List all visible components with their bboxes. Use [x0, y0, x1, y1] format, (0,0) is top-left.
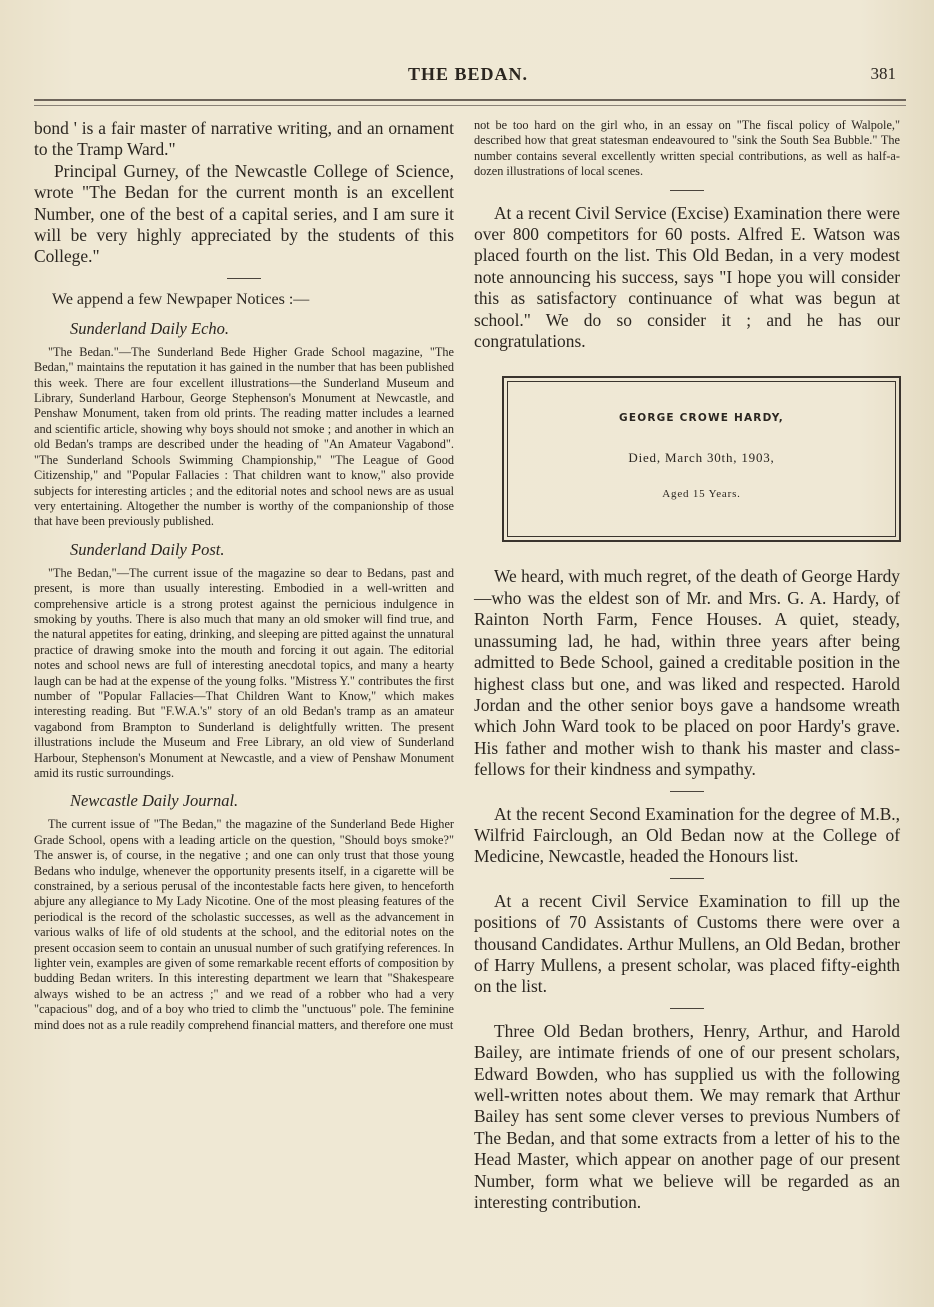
excise-paragraph: At a recent Civil Service (Excise) Examination there were over 800 competitors for 60 posts. Alfred E. Watson was placed fourth on the list. This Old Bedan, in a very modest note announcing his success, says "I hope you will consider this as satisfactory continuance of what was begun at school." We do so consider it ; and he has our congratulations.: [474, 202, 900, 352]
bailey-paragraph: Three Old Bedan brothers, Henry, Arthur, and Harold Bailey, are intimate friends of one of our present scholars, Edward Bowden, who has supplied us with the following well-written notes about them. We may remark that Arthur Bailey has sent some clever verses to previous Numbers of The Bedan, and that some extracts from a letter of his to the Head Master, which appear on another page of our present Number, form what we believe will be regarded as an interesting contribution.: [474, 1020, 900, 1213]
section-divider: [227, 278, 261, 279]
notice-text: The current issue of "The Bedan," the magazine of the Sunderland Bede Higher Grade School, opens with a leading article on the question, "Should boys smoke?" The answer is, of course, in the negative ; and one can only trust that those young Bedans who indulge, whenever the opportunity presents itself, in a cigarette will be constrained, by a serious perusal of the incontestable facts here given, to henceforth abjure any allegiance to My Lady Nicotine. One of the most pleasing features of the periodical is the record of the scholastic successes, as well as the advancement in various walks of life of old students at the school, and the editorial notes on the present occasion seem to contain an unusual number of such gratifying references. In lighter vein, examples are given of some remarkable recent efforts of composition by budding Bedan writers. In this interesting department we learn that "Shakespeare always wished to be an actress ;" and we read of a robber who had a very "capacious" dog, and of a boy who tried to climb the "unctuous" pole. The feminine mind does not as a rule readily comprehend financial matters, and therefore one must: [34, 817, 454, 1032]
notice-text: "The Bedan."—The Sunderland Bede Higher Grade School magazine, "The Bedan," maintains the reputation it has gained in the number that has been published this week. There are four excellent illustrations—the Sunderland Museum and Library, Sunderland Harbour, George Stephenson's Monument at Newcastle, and Penshaw Monument, taken from old prints. The reading matter includes a learned and scientific article, showing why boys should not smoke ; and another in which an old Bedan's tramps are described under the heading of "An Amateur Vagabond". "The Sunderland Schools Swimming Championship," "The League of Good Citizenship," and "Popular Fallacies : That children want to know," also provide subjects for interesting articles ; and the editorial notes and school news are as usual very entertaining. Altogether the number is worthy of the companionship of those that have been previously published.: [34, 344, 454, 529]
memorial-died: Died, March 30th, 1903,: [628, 450, 775, 466]
header-rule: [34, 99, 906, 101]
notice-source: Newcastle Daily Journal.: [70, 791, 239, 811]
section-divider: [670, 791, 704, 792]
intro-text: [34, 118, 454, 268]
hardy-paragraph: We heard, with much regret, of the death of George Hardy—who was the eldest son of Mr. and Mrs. G. A. Hardy, of Rainton North Farm, Fence Houses. A quiet, steady, unassuming lad, he had, within three years after being admitted to Bede School, gained a creditable position in the highest class but one, and was liked and respected. Harold Jordan and the other senior boys gave a handsome wreath which John Ward took to be placed on poor Hardy's grave. His father and mother wish to thank his master and class-fellows for their kindness and sympathy.: [474, 566, 900, 780]
section-divider: [670, 878, 704, 879]
notice-source: Sunderland Daily Post.: [70, 539, 225, 559]
notice-source: Sunderland Daily Echo.: [70, 318, 230, 338]
continued-notice: not be too hard on the girl who, in an essay on "The fiscal policy of Walpole," described how that great statesman endeavoured to "sink the South Sea Bubble." The number contains several excellently written special contributions, as well as half-a-dozen illustrations of local scenes.: [474, 118, 900, 179]
running-title: THE BEDAN.: [407, 64, 529, 84]
customs-paragraph: At a recent Civil Service Examination to fill up the positions of 70 Assistants of Customs there were over a thousand Candidates. Arthur Mullens, an Old Bedan, brother of Harry Mullens, a present scholar, was placed fifty-eighth on the list.: [474, 890, 900, 997]
notice-text: "The Bedan,"—The current issue of the magazine so dear to Bedans, past and present, is more than usually interesting. Embodied in a well-written and comprehensive article is a strong protest against the pernicious indulgence in smoking by youths. There is also much that many an old smoker will find true, and the natural appetites for eating, drinking, and sleeping are pitted against the unnatural practice of drawing smoke into the mouth and forcing it out again. The editorial notes and school news are full of interesting anecdotal topics, and many a hearty laugh can be had at the expense of the young folks. "Mistress Y." contributes the first number of "Popular Fallacies—That Children Want to Know," which makes interesting reading. But "F.W.A.'s" story of an old Bedan's tramp as an amateur vagabond from Brampton to Sunderland is delightfully written. The present illustrations include the Museum and Free Library, an old view of Sunderland Harbour, Stephenson's Monument at Newcastle, and a view of Penshaw Monument amid its rustic surroundings.: [34, 565, 455, 780]
memorial-aged: Aged 15 Years.: [662, 488, 741, 501]
left-column: [34, 118, 454, 1033]
fairclough-paragraph: At the recent Second Examination for the degree of M.B., Wilfrid Fairclough, an Old Bedan now at the College of Medicine, Newcastle, headed the Honours list.: [474, 803, 900, 867]
memorial-name: GEORGE CROWE HARDY,: [619, 412, 784, 425]
memorial-box: [502, 376, 901, 542]
intro-paragraph: bond ' is a fair master of narrative writing, and an ornament to the Tramp Ward.": [34, 118, 454, 160]
notices-heading: We append a few Newpaper Notices :—: [52, 290, 310, 308]
section-divider: [670, 190, 704, 191]
right-column: [474, 118, 900, 1213]
page-number: 381: [870, 64, 896, 83]
section-divider: [670, 1008, 704, 1009]
page-header: [30, 62, 906, 92]
intro-paragraph: Principal Gurney, of the Newcastle College of Science, wrote "The Bedan for the current month is an excellent Number, one of the best of a capital series, and I am sure it will be very highly appreciated by the students of this College.": [34, 160, 454, 267]
header-rule-thin: [34, 105, 906, 106]
